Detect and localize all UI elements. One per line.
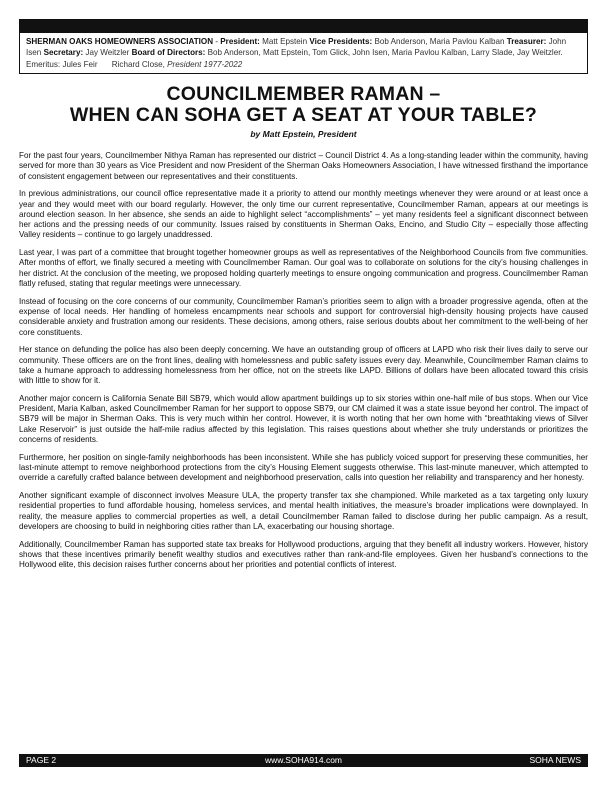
headline bbox=[19, 84, 588, 126]
page-number: PAGE 2 bbox=[26, 755, 57, 765]
paragraph: Another major concern is California Senate Bill SB79, which would allow apartment buildings up to six stories within one-half mile of bus stops. When our Vice President, Maria Kalban, asked Councilmember Raman for her support to oppose SB79, our CM claimed it was a state issue beyond her control. The impact of SB79 will be major in Sherman Oaks. This is very much within her control. However, it is worth noting that her own home with “breathtaking views of Silver Lake Reservoir” is just outside the half-mile radius affected by this legislation. This raises questions about whether she truly understands or prioritizes the concerns of residents. bbox=[19, 393, 588, 444]
paragraph: Her stance on defunding the police has also been deeply concerning. We have an outstanding group of officers at LAPD who risk their lives daily to serve our community. These officers are on the front lines, dealing with homelessness and public safety issues every day. Meanwhile, Councilmember Raman claims to take a humane approach to addressing homelessness from her office, not on the streets like LAPD. Billions of dollars have been allocated toward this crisis with little to show for it. bbox=[19, 345, 588, 386]
footer-brand: SOHA NEWS bbox=[529, 755, 581, 765]
vp-label: Vice Presidents: bbox=[309, 37, 373, 46]
paragraph: Additionally, Councilmember Raman has supported state tax breaks for Hollywood productions, arguing that they benefit all industry workers. However, history shows that these incentives primarily benefit wealthy studios and executives rather than rank-and-file employees. Given her husband’s connections to the Hollywood elite, this decision raises further concerns about her priorities and potential conflicts of interest. bbox=[19, 539, 588, 570]
emeritus-name: Jules Feir bbox=[62, 59, 98, 69]
president-label: President: bbox=[220, 37, 260, 46]
close-title: President 1977-2022 bbox=[167, 59, 243, 69]
headline-line-2: WHEN CAN SOHA GET A SEAT AT YOUR TABLE? bbox=[69, 104, 538, 126]
secretary-name: Jay Weitzler bbox=[85, 48, 130, 58]
footer-bar bbox=[19, 754, 588, 767]
paragraph: Last year, I was part of a committee that brought together homeowner groups as well as representatives of the Neighborhood Councils from five communities. After months of effort, we finally secured a meeting with Councilmember Raman. Our goal was to collaborate on solutions for the city’s housing challenges in her district. At the conclusion of the meeting, we proposed holding quarterly meetings to ensure ongoing communication and progress. Councilmember Raman flatly refused, stating that regular meetings were unnecessary. bbox=[19, 248, 588, 288]
treasurer-name: John Isen bbox=[26, 37, 567, 58]
paragraph: Instead of focusing on the core concerns of our community, Councilmember Raman’s priorities seem to align with a broader progressive agenda, often at the expense of local needs. Her handling of homeless encampments near schools and support for controversial high-density housing projects have caused considerable anxiety and frustration among our residents. These decisions, among others, raise serious doubts about her commitment to the well-being of her core constituents. bbox=[19, 296, 588, 337]
treasurer-label: Treasurer: bbox=[506, 37, 547, 46]
footer-url: www.SOHA914.com bbox=[265, 755, 342, 765]
masthead: SHERMAN OAKS HOMEOWNERS ASSOCIATION - President: Matt Epstein Vice Presidents: Bob Anderson, Maria Pavlou Kalban Treasurer: John Isen Secretary: Jay Weitzler Board of Directors: Bob Anderson, Matt Epstein, Tom Glick, John Isen, Maria Pavlou Kalban, Larry Slade, Jay Weitzler. Emeritus: Jules Feir Richard Close, President 1977-2022 bbox=[19, 33, 588, 74]
headline-line-1: COUNCILMEMBER RAMAN – bbox=[166, 83, 441, 105]
paragraph: In previous administrations, our council office representative made it a priority to attend our monthly meetings whenever they were around or at least once a year and they would meet with our board regularly. However, the only time our current representative, Councilmember Raman, appears at our meetings is around election season. In her absence, she sends an aide to highlight select “accomplishments” – yet many residents feel a significant disconnect between her actions and the pressing needs of our community. Issues raised by constituents in Sherman Oaks, Encino, and Studio City – especially those affecting Valley residents – continue to go largely unaddressed. bbox=[19, 189, 588, 240]
org-name: SHERMAN OAKS HOMEOWNERS ASSOCIATION bbox=[26, 37, 214, 46]
emeritus-label: Emeritus: bbox=[26, 59, 61, 69]
close-name: Richard Close, bbox=[111, 59, 165, 69]
board-label: Board of Directors: bbox=[131, 48, 206, 58]
paragraph: Furthermore, her position on single-family neighborhoods has been inconsistent. While she has publicly voiced support for preserving these communities, her last-minute attempt to remove neighborhood protections from the city’s Housing Element suggests otherwise. This last-minute maneuver, which attempted to override a carefully crafted balance between development and neighborhood preservation, calls into question her reliability and transparency and her honesty. bbox=[19, 452, 588, 483]
article-body bbox=[19, 151, 588, 578]
president-name: Matt Epstein bbox=[262, 37, 308, 46]
board-names: Bob Anderson, Matt Epstein, Tom Glick, John Isen, Maria Pavlou Kalban, Larry Slade, Jay Weitzler. bbox=[207, 48, 563, 58]
paragraph: Another significant example of disconnect involves Measure ULA, the property transfer tax she championed. While marketed as a tax targeting only luxury residential properties to fund affordable housing, homeless services, and mental health initiatives, the measure’s broader implications were downplayed. In reality, the measure applies to commercial properties as well, a detail Councilmember Raman failed to disclose during her public campaign. As a result, developers are choosing to build in neighboring cities rather than LA, exacerbating our housing shortage. bbox=[19, 491, 588, 531]
secretary-label: Secretary: bbox=[43, 48, 84, 58]
paragraph: For the past four years, Councilmember Nithya Raman has represented our district – Council District 4. As a long-standing leader within the community, having served for more than 30 years as Vice President and now President of the Sherman Oaks Homeowners Association, I have witnessed firsthand the importance of consistent engagement between our representatives and their constituents. bbox=[19, 151, 588, 181]
byline: by Matt Epstein, President bbox=[250, 129, 357, 139]
top-black-bar bbox=[19, 19, 588, 33]
vp-names: Bob Anderson, Maria Pavlou Kalban bbox=[374, 37, 505, 46]
